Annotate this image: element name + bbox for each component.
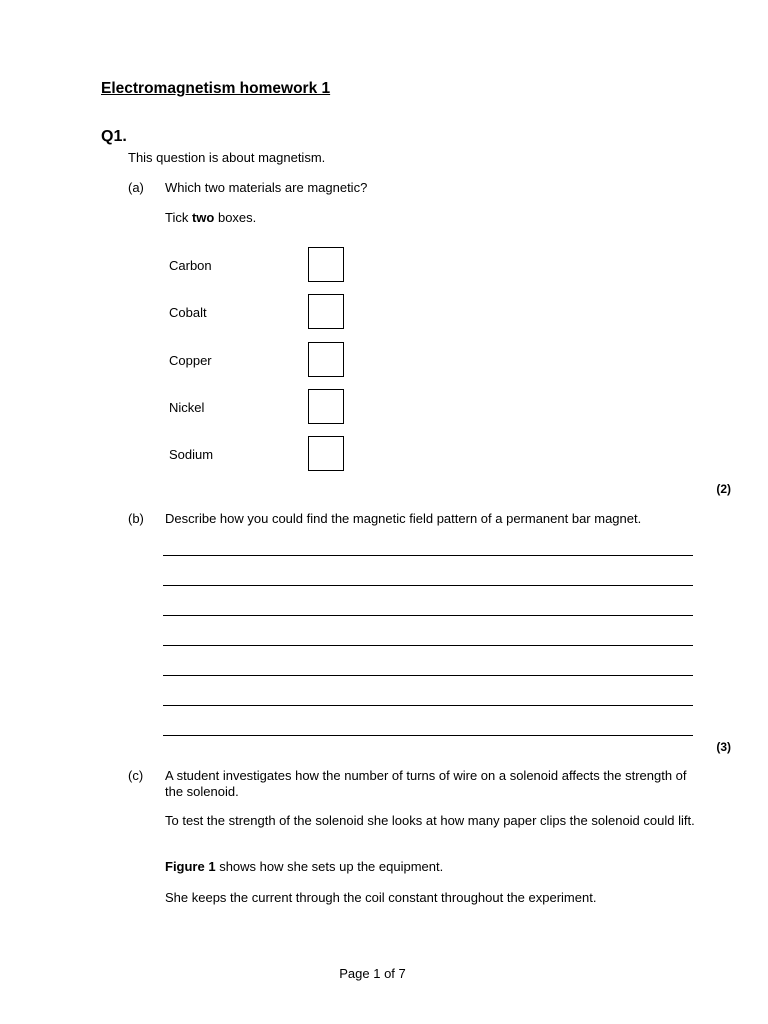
part-c-paragraph-3	[165, 859, 443, 874]
tick-box-sodium[interactable]	[308, 436, 344, 471]
part-a-question: Which two materials are magnetic?	[165, 180, 368, 195]
part-c-paragraph-4: She keeps the current through the coil constant throughout the experiment.	[165, 890, 597, 905]
part-c-paragraph-2: To test the strength of the solenoid she looks at how many paper clips the solenoid could lift.	[165, 813, 695, 828]
question-intro: This question is about magnetism.	[128, 150, 326, 165]
page-title: Electromagnetism homework 1	[101, 80, 331, 97]
instruction-prefix: Tick	[165, 210, 192, 225]
option-label-copper: Copper	[169, 353, 212, 368]
figure-reference: Figure 1	[165, 859, 216, 874]
tick-box-nickel[interactable]	[308, 389, 344, 424]
part-a-label: (a)	[128, 180, 144, 195]
tick-box-cobalt[interactable]	[308, 294, 344, 329]
instruction-suffix: boxes.	[214, 210, 257, 225]
answer-line[interactable]	[163, 615, 693, 616]
part-a-marks: (2)	[716, 482, 731, 496]
answer-line[interactable]	[163, 555, 693, 556]
part-c-paragraph-1: A student investigates how the number of turns of wire on a solenoid affects the strength of the solenoid.	[165, 768, 687, 799]
answer-line[interactable]	[163, 645, 693, 646]
question-number: Q1.	[101, 128, 127, 145]
tick-box-copper[interactable]	[308, 342, 344, 377]
part-b-question: Describe how you could find the magnetic field pattern of a permanent bar magnet.	[165, 511, 642, 526]
answer-line[interactable]	[163, 705, 693, 706]
answer-line[interactable]	[163, 675, 693, 676]
paragraph-3-text: shows how she sets up the equipment.	[215, 859, 444, 874]
answer-line[interactable]	[163, 735, 693, 736]
option-label-carbon: Carbon	[169, 258, 212, 273]
answer-line[interactable]	[163, 585, 693, 586]
page-footer: Page 1 of 7	[339, 966, 406, 981]
part-b-marks: (3)	[716, 740, 731, 754]
option-label-cobalt: Cobalt	[169, 305, 207, 320]
option-label-nickel: Nickel	[169, 400, 205, 415]
tick-box-carbon[interactable]	[308, 247, 344, 282]
option-label-sodium: Sodium	[169, 447, 214, 462]
part-c-label: (c)	[128, 768, 144, 783]
instruction-bold: two	[191, 210, 215, 225]
part-b-label: (b)	[128, 511, 144, 526]
part-a-instruction	[165, 210, 256, 225]
